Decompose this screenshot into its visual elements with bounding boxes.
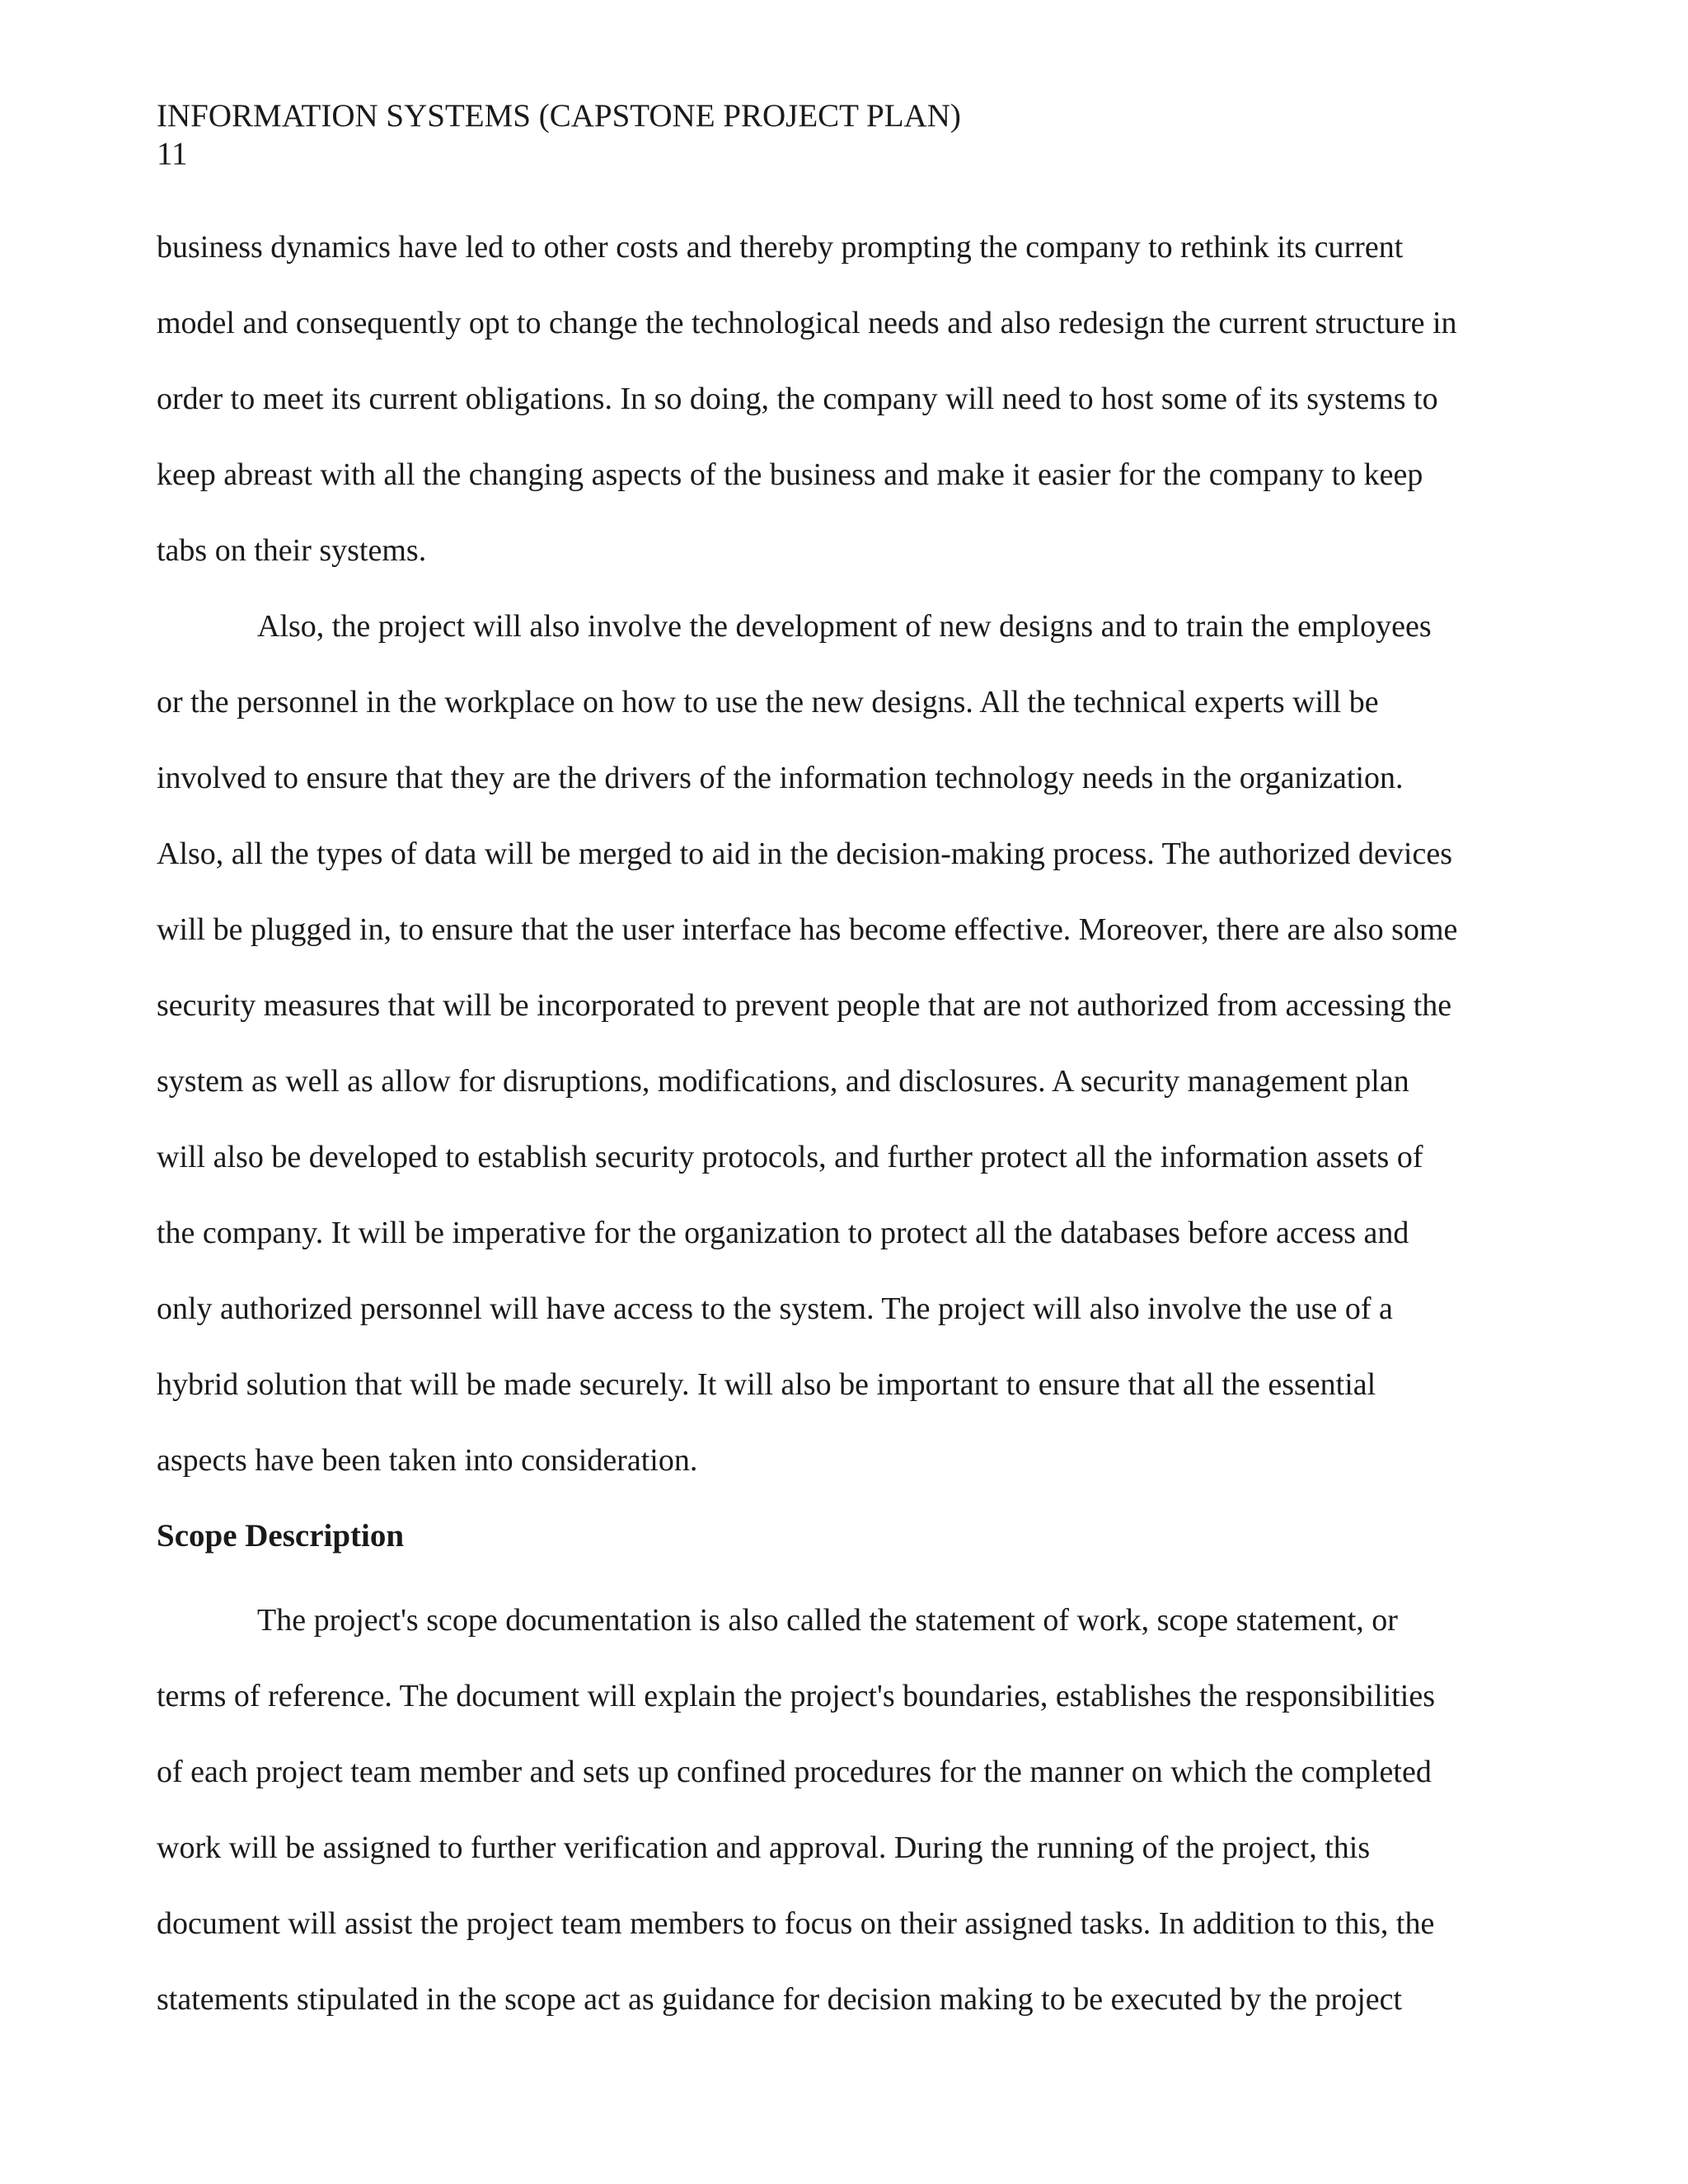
text-line: document will assist the project team members to focus on their assigned tasks. In addition to this, the: [157, 1906, 1435, 1941]
text-line: security measures that will be incorporated to prevent people that are not authorized from accessing the: [157, 988, 1452, 1023]
text-line: terms of reference. The document will explain the project's boundaries, establishes the responsibilities: [157, 1679, 1436, 1713]
text-line: Also, the project will also involve the development of new designs and to train the employees: [257, 609, 1432, 644]
text-line: the company. It will be imperative for the organization to protect all the databases before access and: [157, 1216, 1409, 1250]
section-spacer: [157, 1574, 1541, 1582]
running-head: INFORMATION SYSTEMS (CAPSTONE PROJECT PLAN): [157, 98, 961, 134]
text-line: involved to ensure that they are the drivers of the information technology needs in the organization.: [157, 761, 1404, 795]
text-line: hybrid solution that will be made securely. It will also be important to ensure that all the essential: [157, 1367, 1376, 1402]
text-line: keep abreast with all the changing aspects of the business and make it easier for the company to keep: [157, 457, 1423, 492]
text-line: Also, all the types of data will be merged to aid in the decision-making process. The authorized devices: [157, 837, 1452, 871]
text-line: only authorized personnel will have access to the system. The project will also involve the use of a: [157, 1291, 1393, 1326]
page-number: 11: [157, 136, 188, 171]
text-line: work will be assigned to further verification and approval. During the running of the project, this: [157, 1830, 1371, 1865]
text-line: will be plugged in, to ensure that the user interface has become effective. Moreover, there are also some: [157, 912, 1458, 947]
text-line: aspects have been taken into consideration.: [157, 1443, 698, 1478]
page-header: [157, 97, 961, 173]
text-line: system as well as allow for disruptions, modifications, and disclosures. A security management plan: [157, 1064, 1409, 1099]
paragraph-continued: [157, 209, 1541, 588]
text-line: or the personnel in the workplace on how to use the new designs. All the technical experts will be: [157, 685, 1379, 719]
text-line: business dynamics have led to other costs and thereby prompting the company to rethink its current: [157, 230, 1404, 265]
text-line: The project's scope documentation is also called the statement of work, scope statement, or: [257, 1603, 1398, 1638]
text-line: model and consequently opt to change the technological needs and also redesign the current structure in: [157, 306, 1457, 340]
paragraph-project-involvement: [157, 588, 1541, 1498]
text-line: of each project team member and sets up confined procedures for the manner on which the completed: [157, 1755, 1432, 1789]
paragraph-scope-description: [157, 1582, 1541, 2037]
section-heading: Scope Description: [157, 1518, 405, 1554]
body-text: [157, 209, 1541, 2037]
text-line: tabs on their systems.: [157, 533, 427, 568]
text-line: statements stipulated in the scope act as guidance for decision making to be executed by the project: [157, 1982, 1403, 2017]
text-line: order to meet its current obligations. In so doing, the company will need to host some of its systems to: [157, 382, 1438, 416]
text-line: will also be developed to establish security protocols, and further protect all the information assets of: [157, 1140, 1423, 1174]
